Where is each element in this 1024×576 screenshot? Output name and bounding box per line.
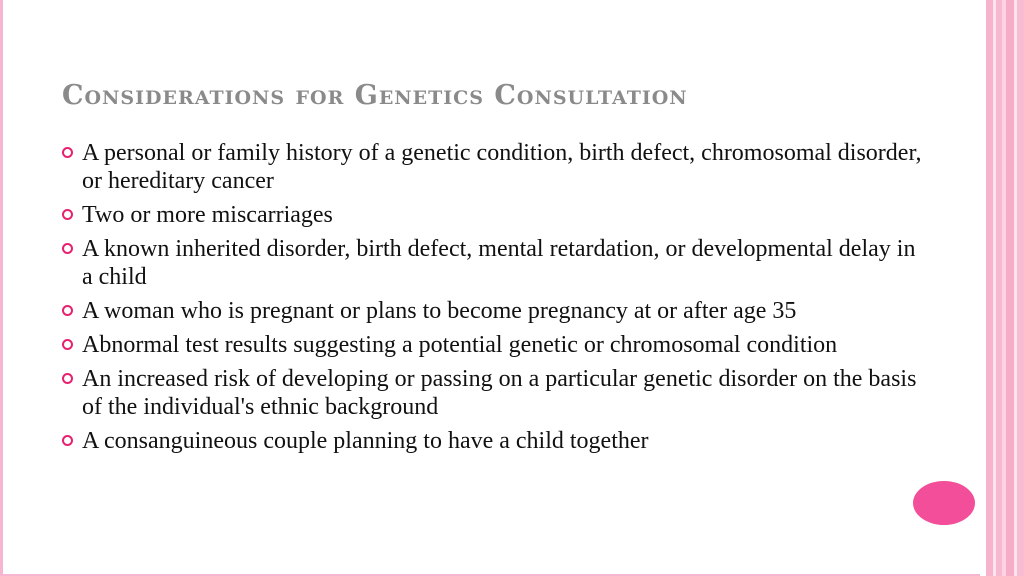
bullet-list bbox=[62, 139, 922, 461]
bullet-text: An increased risk of developing or passing on a particular genetic disorder on the basis of the individual's ethnic background bbox=[82, 366, 917, 420]
right-stripe-decoration bbox=[980, 0, 1024, 576]
bullet-item bbox=[62, 201, 922, 229]
bullet-text: A personal or family history of a genetic condition, birth defect, chromosomal disorder, or hereditary cancer bbox=[82, 140, 922, 194]
bullet-text: Two or more miscarriages bbox=[82, 202, 333, 228]
bullet-text: Abnormal test results suggesting a potential genetic or chromosomal condition bbox=[82, 332, 838, 358]
bullet-item bbox=[62, 427, 922, 455]
ring-bullet-icon bbox=[62, 209, 73, 220]
slide-title: Considerations for Genetics Consultation bbox=[62, 80, 688, 111]
bullet-text: A consanguineous couple planning to have a child together bbox=[82, 428, 649, 454]
bullet-text: A woman who is pregnant or plans to become pregnancy at or after age 35 bbox=[82, 298, 797, 324]
ring-bullet-icon bbox=[62, 243, 73, 254]
bullet-item bbox=[62, 365, 922, 421]
pink-oval-decoration bbox=[913, 481, 975, 525]
bullet-item bbox=[62, 297, 922, 325]
ring-bullet-icon bbox=[62, 339, 73, 350]
ring-bullet-icon bbox=[62, 305, 73, 316]
bullet-item bbox=[62, 331, 922, 359]
bullet-text: A known inherited disorder, birth defect, mental retardation, or developmental delay in a child bbox=[82, 236, 916, 290]
ring-bullet-icon bbox=[62, 373, 73, 384]
bullet-item bbox=[62, 235, 922, 291]
bullet-item bbox=[62, 139, 922, 195]
ring-bullet-icon bbox=[62, 147, 73, 158]
ring-bullet-icon bbox=[62, 435, 73, 446]
left-border-line bbox=[0, 0, 3, 576]
